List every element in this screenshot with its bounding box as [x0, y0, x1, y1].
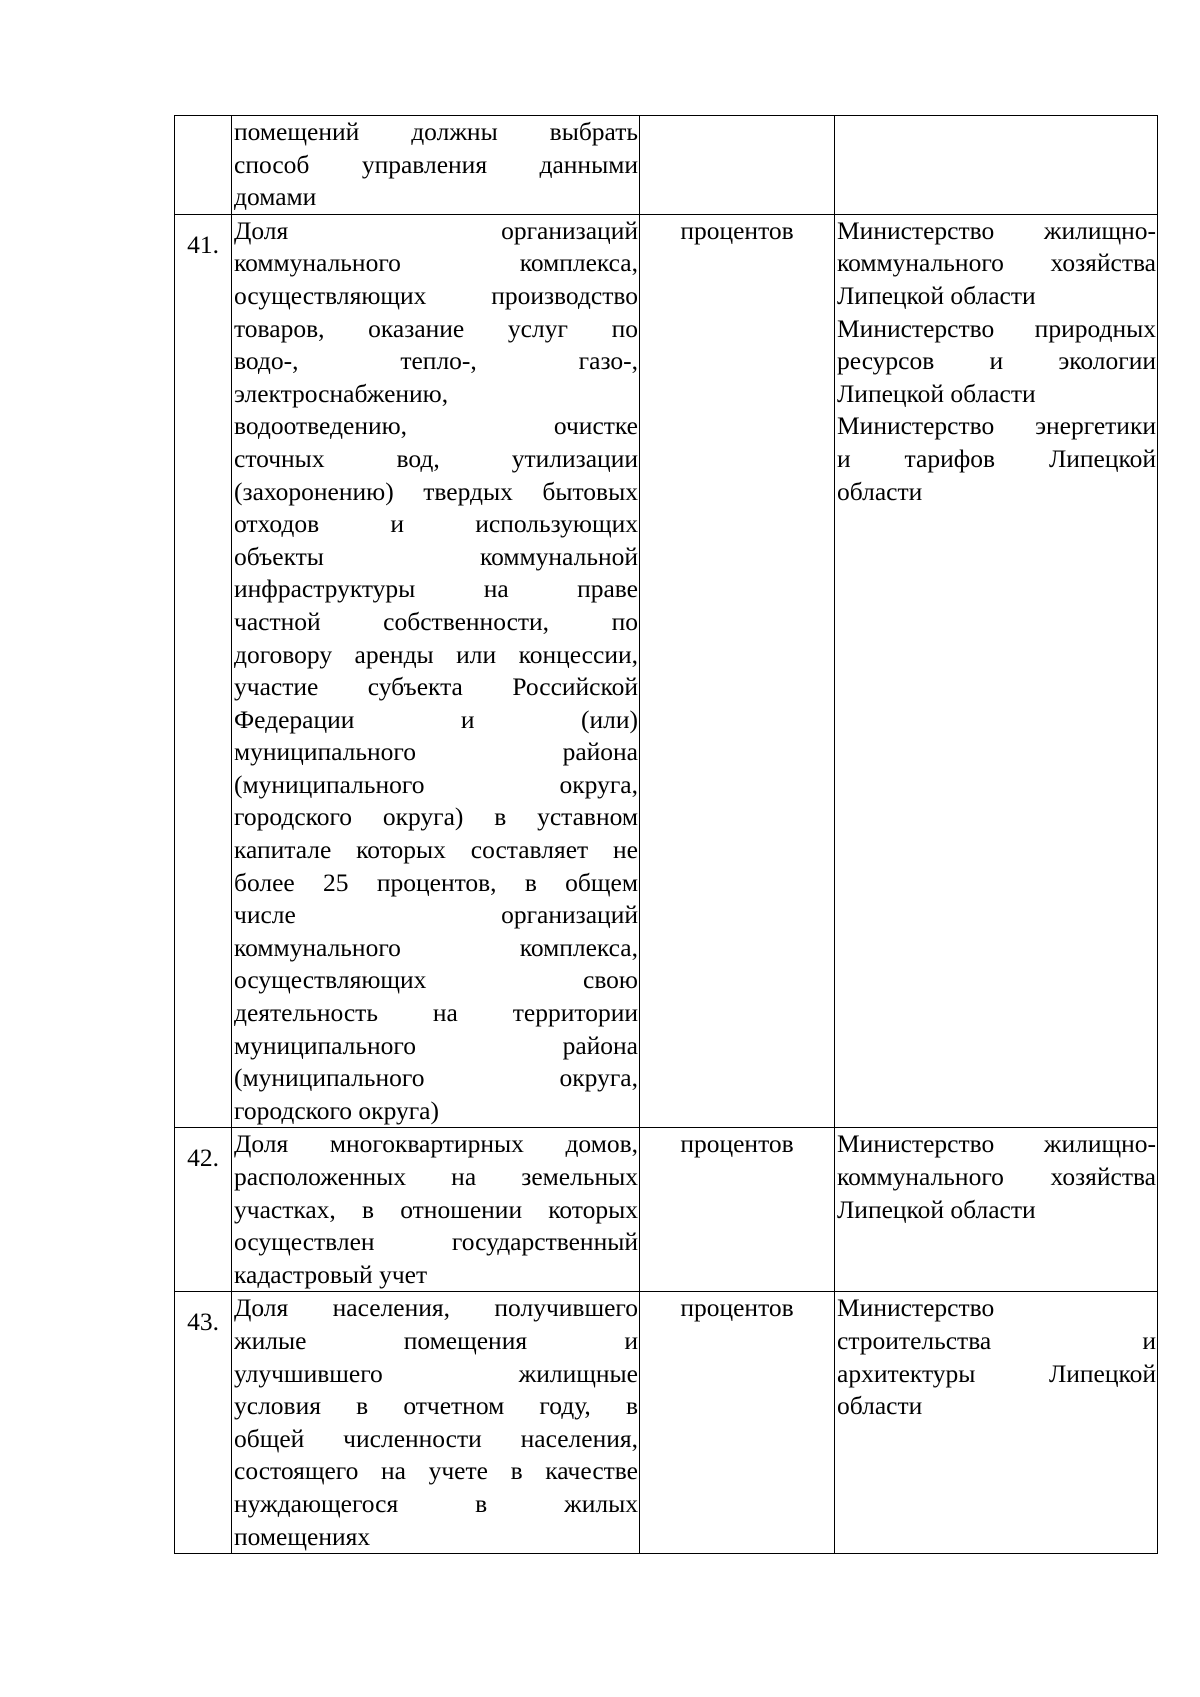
table-row	[175, 1292, 1158, 1554]
table-row	[175, 116, 1158, 215]
table-body	[175, 116, 1158, 1554]
indicator-name-line: способ управления данными	[234, 149, 638, 179]
indicator-name-line: общей численности населения,	[234, 1423, 638, 1453]
indicator-name-line: инфраструктуры на праве	[234, 574, 638, 604]
indicator-name-line: отходов и использующих	[234, 509, 638, 539]
responsible-body-line: Министерство жилищно-	[837, 1129, 1156, 1159]
indicators-table	[174, 115, 1158, 1554]
indicator-name-line: участие субъекта Российской	[234, 672, 638, 702]
indicator-name-line: жилые помещения и	[234, 1325, 638, 1355]
indicator-name-line: объекты коммунальной	[234, 541, 638, 571]
unit-of-measure	[640, 116, 835, 215]
indicator-name-line: сточных вод, утилизации	[234, 443, 638, 473]
indicator-name	[232, 214, 640, 1128]
responsible-body	[835, 1292, 1158, 1554]
indicator-name-line: помещениях	[234, 1521, 371, 1551]
indicator-name-line: коммунального комплекса,	[234, 932, 638, 962]
indicator-name-line: осуществляющих свою	[234, 965, 638, 995]
indicator-name-line: Доля населения, получившего	[234, 1293, 638, 1323]
indicator-name	[232, 1292, 640, 1554]
responsible-body	[835, 214, 1158, 1128]
responsible-body-line: Липецкой области	[837, 280, 1036, 310]
responsible-body-line: Липецкой области	[837, 378, 1036, 408]
indicator-name-line: городского округа)	[234, 1095, 439, 1125]
indicator-name-line: Доля многоквартирных домов,	[234, 1129, 638, 1159]
indicator-name-line: договору аренды или концессии,	[234, 639, 638, 669]
responsible-body-line: Министерство природных	[837, 313, 1156, 343]
table-row	[175, 214, 1158, 1128]
indicator-name-line: Федерации и (или)	[234, 704, 638, 734]
indicator-name-line: (муниципального округа,	[234, 1063, 638, 1093]
responsible-body-line: Липецкой области	[837, 1194, 1036, 1224]
indicator-name-line: частной собственности, по	[234, 606, 638, 636]
indicator-name	[232, 116, 640, 215]
unit-of-measure: процентов	[640, 1128, 835, 1292]
indicator-name-line: осуществляющих производство	[234, 280, 638, 310]
row-number: 43.	[175, 1292, 232, 1554]
indicator-name-line: кадастровый учет	[234, 1259, 428, 1289]
indicator-name-line: расположенных на земельных	[234, 1162, 638, 1191]
responsible-body	[835, 1128, 1158, 1292]
responsible-body-line: области	[837, 1391, 923, 1421]
indicator-name-line: помещений должны выбрать	[234, 117, 638, 146]
indicator-name-line: муниципального района	[234, 1030, 638, 1060]
indicator-name-line: (муниципального округа,	[234, 769, 638, 799]
indicator-name-line: условия в отчетном году, в	[234, 1391, 638, 1421]
indicator-name-line: числе организаций	[234, 900, 638, 930]
responsible-body-line: коммунального хозяйства	[837, 1162, 1156, 1191]
indicator-name-line: Доля организаций	[234, 215, 638, 245]
indicator-name-line: улучшившего жилищные	[234, 1358, 638, 1388]
indicator-name-line: городского округа) в уставном	[234, 802, 638, 832]
indicator-name-line: осуществлен государственный	[234, 1227, 638, 1257]
indicator-name-line: участках, в отношении которых	[234, 1194, 638, 1224]
responsible-body	[835, 116, 1158, 215]
unit-of-measure: процентов	[640, 1292, 835, 1554]
indicator-name-line: водо-, тепло-, газо-,	[234, 346, 638, 376]
row-number: 42.	[175, 1128, 232, 1292]
indicator-name-line: состоящего на учете в качестве	[234, 1456, 638, 1486]
responsible-body-line: Министерство энергетики	[837, 411, 1156, 441]
responsible-body-line: Министерство жилищно-	[837, 215, 1156, 245]
indicator-name-line: электроснабжению,	[234, 378, 449, 408]
table-row	[175, 1128, 1158, 1292]
responsible-body-line: строительства и	[837, 1325, 1156, 1355]
row-number	[175, 116, 232, 215]
indicator-name-line: деятельность на территории	[234, 998, 638, 1028]
indicator-name-line: нуждающегося в жилых	[234, 1488, 638, 1518]
responsible-body-line: и тарифов Липецкой	[837, 443, 1156, 473]
responsible-body-line: ресурсов и экологии	[837, 346, 1156, 376]
responsible-body-line: архитектуры Липецкой	[837, 1358, 1156, 1388]
indicator-name-line: товаров, оказание услуг по	[234, 313, 638, 343]
indicator-name-line: капитале которых составляет не	[234, 835, 638, 865]
indicator-name	[232, 1128, 640, 1292]
indicator-name-line: (захоронению) твердых бытовых	[234, 476, 638, 506]
indicator-name-line: коммунального комплекса,	[234, 248, 638, 278]
indicator-name-line: домами	[234, 182, 317, 212]
indicator-name-line: муниципального района	[234, 737, 638, 767]
indicator-name-line: более 25 процентов, в общем	[234, 867, 638, 897]
responsible-body-line: коммунального хозяйства	[837, 248, 1156, 278]
row-number: 41.	[175, 214, 232, 1128]
responsible-body-line: Министерство	[837, 1293, 995, 1323]
responsible-body-line: области	[837, 476, 923, 506]
unit-of-measure: процентов	[640, 214, 835, 1128]
indicator-name-line: водоотведению, очистке	[234, 411, 638, 441]
